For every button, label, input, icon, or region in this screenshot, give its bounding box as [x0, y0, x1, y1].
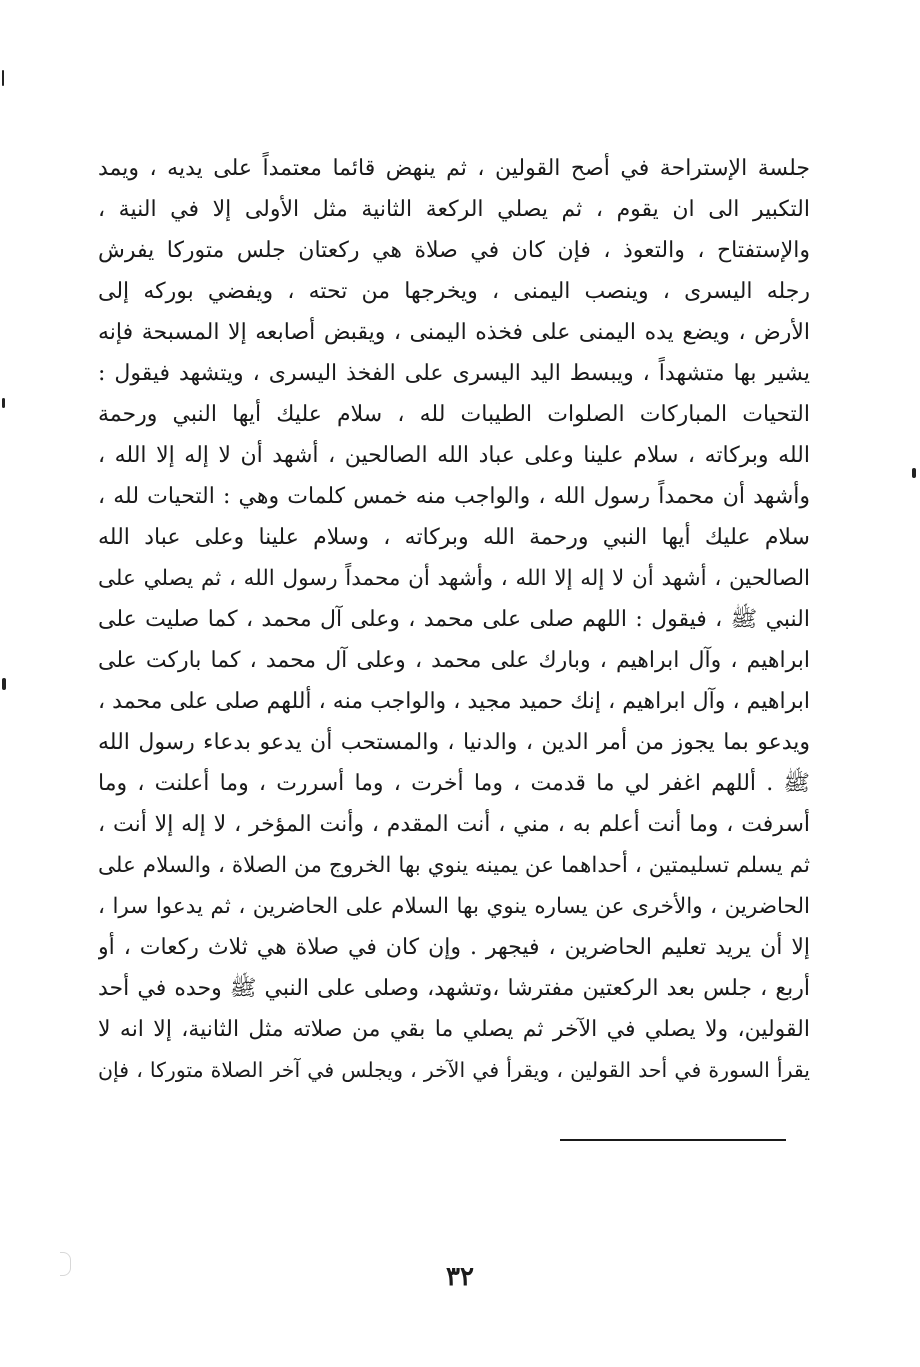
text-line-10: سلام عليك أيها النبي ورحمة الله وبركاته ، وسلام علينا وعلى عباد الله — [98, 525, 810, 550]
text-line-23: يقرأ السورة في أحد القولين ، ويقرأ في الآخر ، ويجلس في آخر الصلاة متوركا ، فإن — [98, 1058, 810, 1082]
text-line-9: وأشهد أن محمداً رسول الله ، والواجب منه خمس كلمات وهي : التحيات لله ، — [98, 484, 810, 509]
text-line-1: جلسة الإستراحة في أصح القولين ، ثم ينهض قائما معتمداً على يديه ، ويمد — [98, 156, 810, 181]
text-line-13: ابراهيم ، وآل ابراهيم ، وبارك على محمد ، وعلى آل محمد ، كما باركت على — [98, 648, 810, 673]
faint-scan-artifact — [60, 1252, 71, 1276]
text-line-19: الحاضرين ، والأخرى عن يساره ينوي بها السلام على الحاضرين ، ثم يدعوا سرا ، — [98, 894, 810, 919]
text-line-2: التكبير الى ان يقوم ، ثم يصلي الركعة الثانية مثل الأولى إلا في النية ، — [98, 197, 810, 222]
text-line-20: إلا أن يريد تعليم الحاضرين ، فيجهر . وإن كان في صلاة هي ثلاث ركعات ، أو — [98, 935, 810, 960]
body-text — [98, 148, 810, 1091]
text-line-3: والإستفتاح ، والتعوذ ، فإن كان في صلاة هي ركعتان جلس متوركا يفرش — [98, 238, 810, 263]
text-line-4: رجله اليسرى ، وينصب اليمنى ، ويخرجها من تحته ، ويفضي بوركه إلى — [98, 279, 810, 304]
text-line-8: الله وبركاته ، سلام علينا وعلى عباد الله الصالحين ، أشهد أن لا إله إلا الله ، — [98, 443, 810, 468]
text-line-16: ﷺ . أللهم اغفر لي ما قدمت ، وما أخرت ، وما أسررت ، وما أعلنت ، وما — [98, 771, 810, 796]
text-line-14: ابراهيم ، وآل ابراهيم ، إنك حميد مجيد ، والواجب منه ، أللهم صلى على محمد ، — [98, 689, 810, 714]
text-line-18: ثم يسلم تسليمتين ، أحداهما عن يمينه ينوي بها الخروج من الصلاة ، والسلام على — [98, 853, 810, 878]
text-line-12: النبي ﷺ ، فيقول : اللهم صلى على محمد ، وعلى آل محمد ، كما صليت على — [98, 607, 810, 632]
text-line-22: القولين، ولا يصلي في الآخر ثم يصلي ما بقي من صلاته مثل الثانية، إلا انه لا — [98, 1017, 810, 1042]
text-line-21: أربع ، جلس بعد الركعتين مفترشا ،وتشهد، وصلى على النبي ﷺ وحده في أحد — [98, 976, 810, 1001]
text-line-11: الصالحين ، أشهد أن لا إله إلا الله ، وأشهد أن محمداً رسول الله ، ثم يصلي على — [98, 566, 810, 591]
text-line-15: ويدعو بما يجوز من أمر الدين ، والدنيا ، والمستحب أن يدعو بدعاء رسول الله — [98, 730, 810, 755]
text-line-5: الأرض ، ويضع يده اليمنى على فخذه اليمنى ، ويقبض أصابعه إلا المسبحة فإنه — [98, 320, 810, 345]
scan-edge-mark — [2, 678, 6, 690]
footnote-divider — [560, 1139, 786, 1141]
scan-edge-mark — [912, 468, 916, 478]
text-line-6: يشير بها متشهداً ، ويبسط اليد اليسرى على الفخذ اليسرى ، ويتشهد فيقول : — [98, 361, 810, 386]
page-number: ٣٢ — [446, 1262, 474, 1292]
text-line-7: التحيات المباركات الصلوات الطيبات لله ، سلام عليك أيها النبي ورحمة — [98, 402, 810, 427]
text-line-17: أسرفت ، وما أنت أعلم به ، مني ، أنت المقدم ، وأنت المؤخر ، لا إله إلا أنت ، — [98, 812, 810, 837]
scan-edge-mark — [2, 70, 4, 86]
scan-edge-mark — [2, 398, 5, 408]
